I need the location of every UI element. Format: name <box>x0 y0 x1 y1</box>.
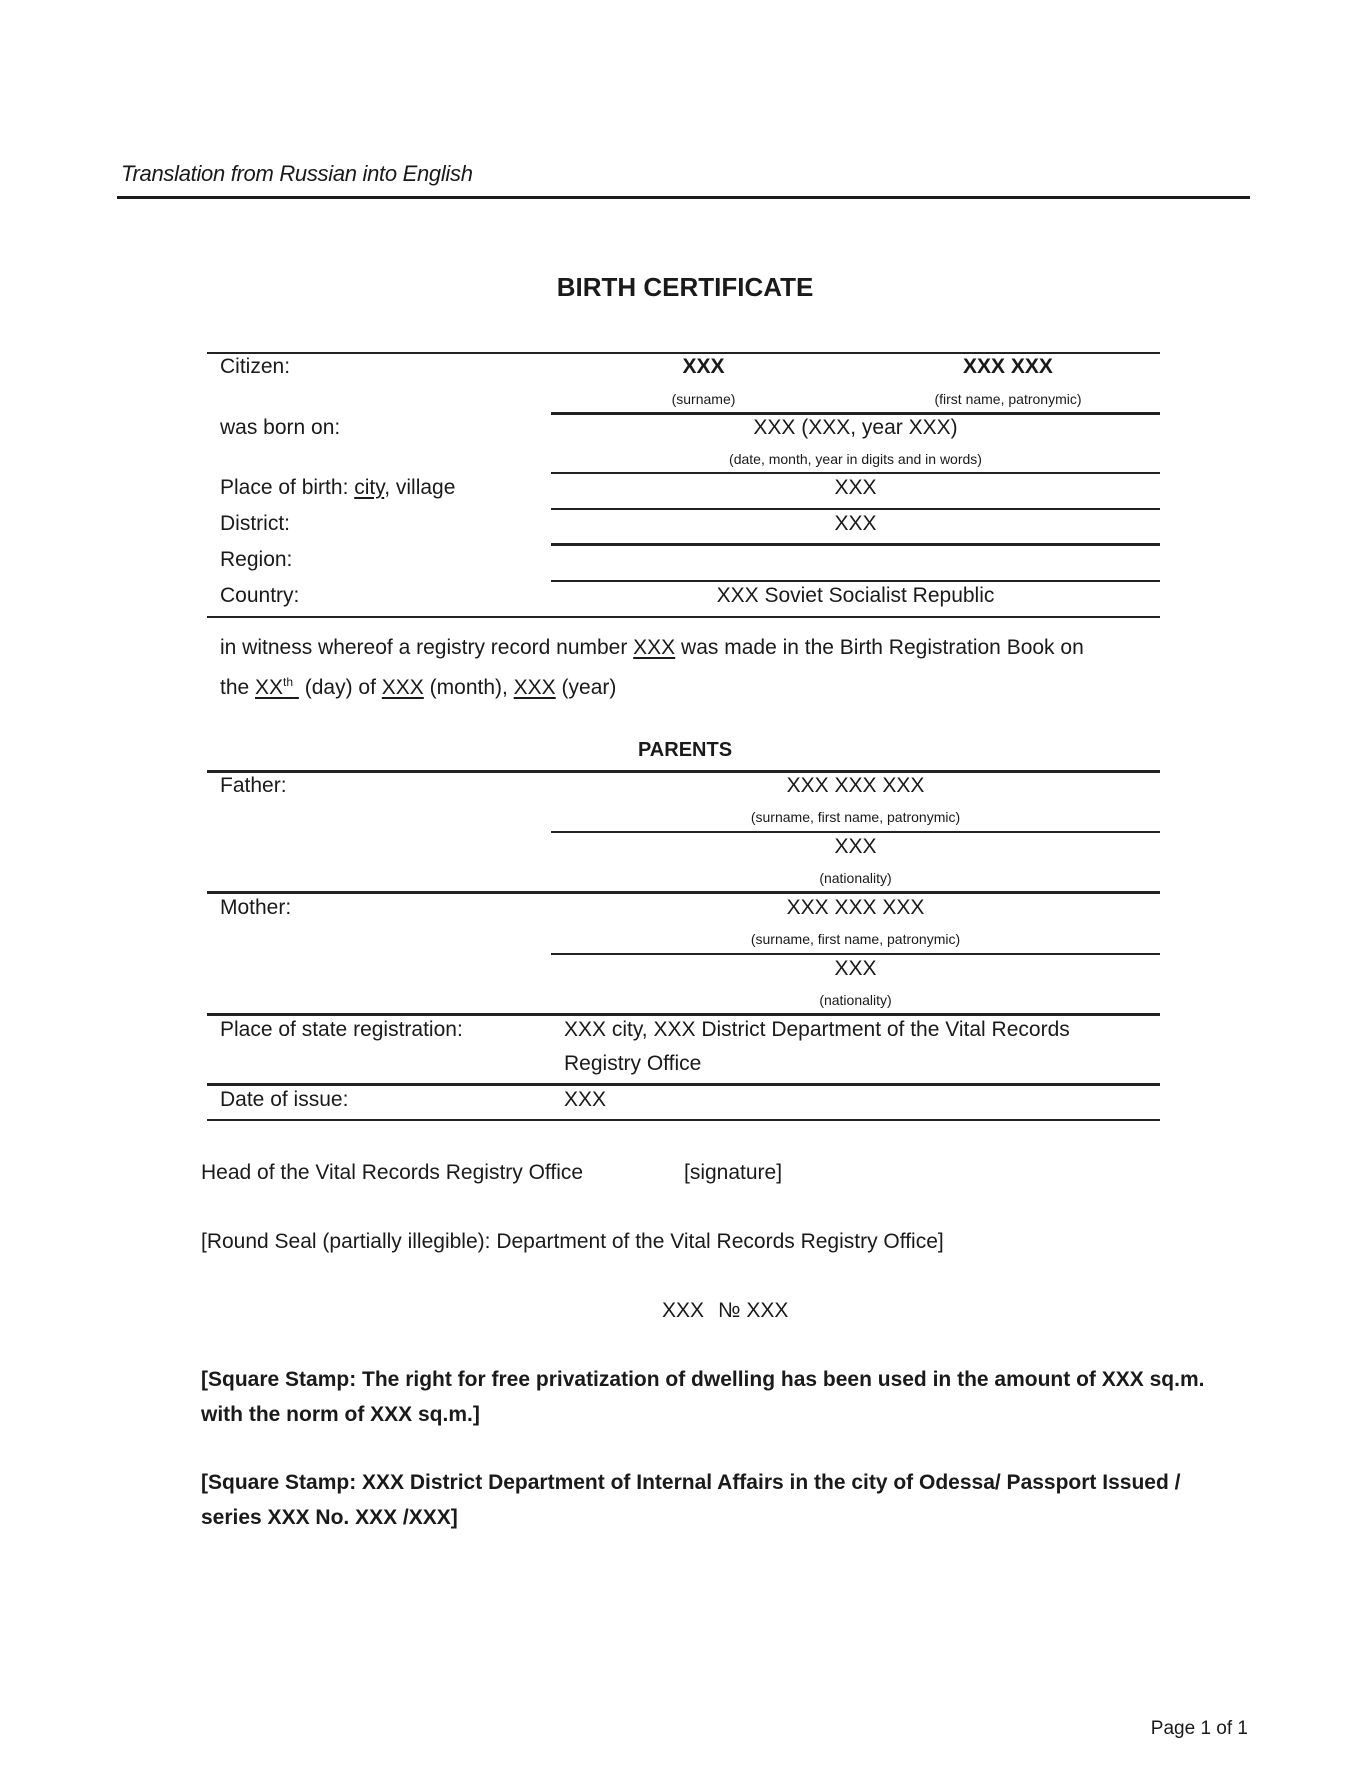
witness-paragraph <box>220 630 1084 705</box>
rule <box>551 953 1160 955</box>
registration-place-label: Place of state registration: <box>220 1018 463 1041</box>
region-label: Region: <box>220 548 293 571</box>
document-title: BIRTH CERTIFICATE <box>556 272 814 302</box>
rule <box>551 831 1160 833</box>
place-of-birth-label <box>220 476 455 500</box>
registration-place-line-2: Registry Office <box>564 1052 702 1075</box>
district-label: District: <box>220 512 290 535</box>
born-on-label: was born on: <box>220 416 341 439</box>
header-rule <box>117 196 1250 199</box>
registration-year: XXX <box>513 676 556 699</box>
number-value: № XXX <box>718 1299 789 1322</box>
parents-top-rule <box>207 770 1160 773</box>
rule <box>207 1083 1160 1086</box>
rule <box>551 580 1160 582</box>
citizen-given-names: XXX XXX <box>963 355 1053 378</box>
signature-placeholder: [signature] <box>684 1161 783 1184</box>
father-nationality: XXX <box>834 835 877 858</box>
rule <box>551 508 1160 510</box>
registration-day: XXth <box>255 675 294 699</box>
table-bottom-rule <box>207 616 1160 618</box>
birth-date-caption: (date, month, year in digits and in words) <box>729 451 982 467</box>
father-nationality-caption: (nationality) <box>819 870 892 886</box>
stamp-line: [Square Stamp: XXX District Department of Internal Affairs in the city of Odessa/ Passport Issued / <box>201 1471 1181 1494</box>
mother-name: XXX XXX XXX <box>786 896 925 919</box>
mother-nationality: XXX <box>834 957 877 980</box>
label-text: , village <box>384 476 456 499</box>
stamp-line: with the norm of XXX sq.m.] <box>201 1403 480 1426</box>
place-of-birth-value: XXX <box>834 476 877 499</box>
series-value: XXX <box>662 1299 705 1322</box>
date-of-issue-label: Date of issue: <box>220 1088 349 1111</box>
stamp-line: series XXX No. XXX /XXX] <box>201 1506 458 1529</box>
square-stamp-passport <box>201 1465 1180 1535</box>
mother-name-caption: (surname, first name, patronymic) <box>750 931 961 947</box>
father-name-caption: (surname, first name, patronymic) <box>750 809 961 825</box>
parents-bottom-rule <box>207 1119 1160 1121</box>
registration-month: XXX <box>381 676 424 699</box>
witness-line-1: in witness whereof a registry record number XXX was made in the Birth Registration Book on <box>220 636 1084 659</box>
rule <box>207 891 1160 894</box>
round-seal-note: [Round Seal (partially illegible): Department of the Vital Records Registry Office] <box>201 1230 944 1253</box>
rule <box>551 472 1160 474</box>
given-names-caption: (first name, patronymic) <box>934 391 1082 407</box>
label-text: Place of birth: <box>220 476 355 499</box>
mother-label: Mother: <box>220 896 292 919</box>
date-of-issue-value: XXX <box>564 1088 607 1111</box>
father-label: Father: <box>220 774 287 797</box>
rule <box>207 1013 1160 1016</box>
rule <box>551 543 1160 546</box>
country-value: XXX Soviet Socialist Republic <box>716 584 995 607</box>
country-label: Country: <box>220 584 300 607</box>
head-of-office-label: Head of the Vital Records Registry Office <box>201 1161 584 1184</box>
citizen-surname: XXX <box>682 355 725 378</box>
translation-note: Translation from Russian into English <box>121 161 473 186</box>
citizen-label: Citizen: <box>220 355 291 378</box>
mother-nationality-caption: (nationality) <box>819 992 892 1008</box>
witness-line-2: the XXth (day) of XXX (month), XXX (year) <box>220 675 617 699</box>
rule <box>551 412 1160 415</box>
district-value: XXX <box>834 512 877 535</box>
label-underlined: city <box>354 476 385 499</box>
table-top-rule <box>207 352 1160 354</box>
father-name: XXX XXX XXX <box>786 774 925 797</box>
surname-caption: (surname) <box>671 391 736 407</box>
parents-title: PARENTS <box>637 739 733 761</box>
record-number: XXX <box>633 636 676 659</box>
birth-date-value: XXX (XXX, year XXX) <box>753 416 958 439</box>
square-stamp-privatization <box>201 1362 1204 1432</box>
registration-place-line-1: XXX city, XXX District Department of the Vital Records <box>564 1018 1070 1041</box>
page-number: Page 1 of 1 <box>1150 1718 1248 1739</box>
stamp-line: [Square Stamp: The right for free privatization of dwelling has been used in the amount of XXX sq.m. <box>201 1368 1205 1391</box>
